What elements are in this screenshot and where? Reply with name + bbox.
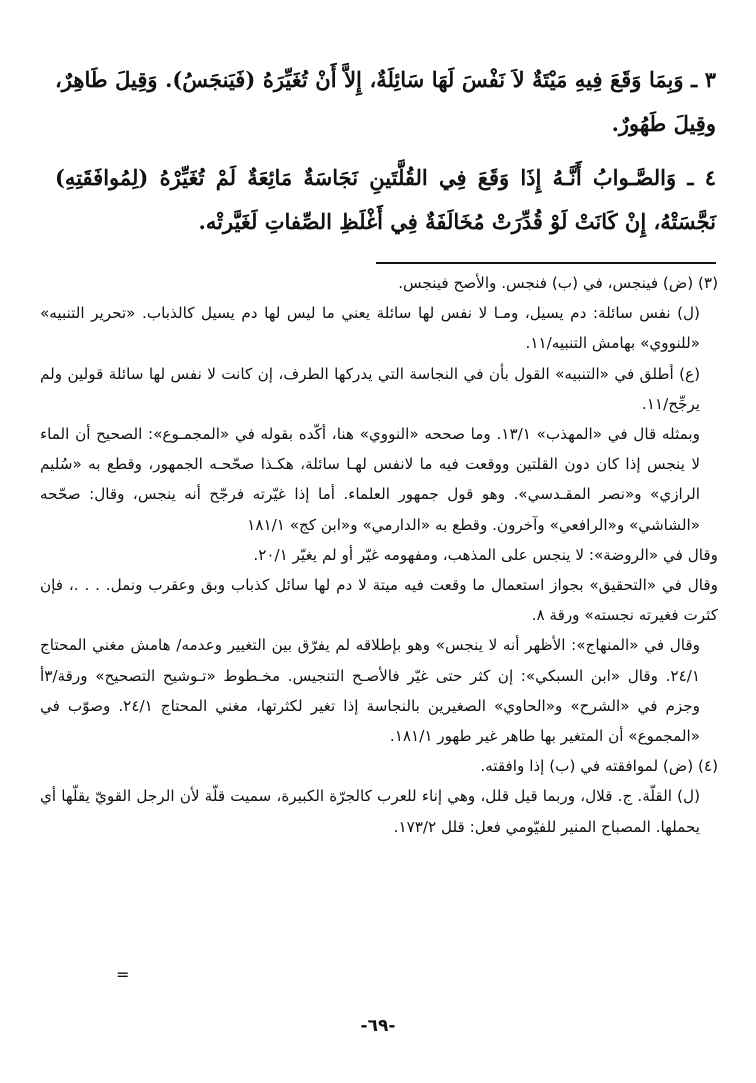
footnote-3-tahqiq: وقال في «التحقيق» بجواز استعمال ما وقعت فيه ميتة لا دم لها سائل كذباب وبق وعقرب ونمل. . . .، فإن كثرت فغيرته نجسته» ورقة ٨. [40,576,718,625]
main-paragraph-3: ٣ ـ وَبِمَا وَقَعَ فِيهِ مَيْتَةٌ لاَ نَفْسَ لَهَا سَائِلَةٌ، إِلاَّ أَنْ تُغَيِّرَهُ (فَيَنجَسُ). وَقِيلَ طَاهِرٌ، وقِيلَ طَهُورٌ. [55,67,716,136]
footnotes [40,268,718,842]
footnote-3-ruling-note: (ع) أطلق في «التنبيه» القول بأن في النجاسة التي يدركها الطرف، إن كانت لا نفس لها سائلة قولين ولم يرجِّح/١١. [40,364,700,413]
footnote-3-minhaj: وقال في «المنهاج»: الأظهر أنه لا ينجس» وهو بإطلاقه لم يفرّق بين التغيير وعدمه/ هامش مغني المحتاج ٢٤/١. وقال «ابن السبكي»: إن كثر حتى غيّر فالأصـح التنجيس. مخـطوط «تـوشيح التصحيح» ورقة/٣أ وجزم في «الشرح» و«الحاوي» الصغيرين بالنجاسة إذا تغير لكثرتها، مغني المحتاج ٢٤/١. وصوّب في «المجموع» أن المتغير بها طاهر غير طهور ١٨١/١. [40,636,700,746]
footnote-3-heading: (٣) (ض) فينجس، في (ب) فنجس. والأصح فينجس. [398,274,718,292]
footnote-3-muhadhdhab: وبمثله قال في «المهذب» ١٣/١. وما صححه «النووي» هنا، أكّده بقوله في «المجمـوع»: الصحيح أن الماء لا ينجس إذا كان دون القلتين ووقعت فيه ما لانفس لهـا سائلة، هكـذا صحّحـه الجمهور، وقطع به «سُليم الرازي» و«نصر المقـدسي». وهو قول جمهور العلماء. أما إذا غيّرته فرجّح أنه ينجس، وقال: صحّحه «الشاشي» و«الرافعي» وآخرون. وقطع به «الدارمي» و«ابن كج» ١٨١/١ [40,425,700,534]
footnote-4-heading: (٤) (ض) لموافقته في (ب) إذا وافقته. [480,757,718,776]
main-text [55,58,716,254]
main-paragraph-4: ٤ ـ وَالصَّـوابُ أَنَّـهُ إِذَا وَقَعَ فِي القُلَّتَينِ نَجَاسَةٌ مَائِعَةٌ لَمْ تُغَيِّرْهُ (لِمُوافَقَتِهِ) نَجَّسَتْهُ، إِنْ كَانَتْ لَوْ قُدِّرَتْ مُخَالَفَةٌ فِي أَغْلَظِ الصِّفاتِ لَغَيَّرتْه. [55,165,716,234]
page-number: -٦٩- [360,1016,396,1036]
footnote-3-lexical-note: (ل) نفس سائلة: دم يسيل، ومـا لا نفس لها سائلة يعني ما ليس لها دم يسيل كالذباب. «تحرير التنبيه» «للنووي» بهامش التنبيه/١١. [40,304,700,353]
footnote-4-lexical-note: (ل) القلّة. ج. قلال، وربما قيل قلل، وهي إناء للعرب كالجرّة الكبيرة، سميت قلّة لأن الرجل القويّ يقلّها أي يحملها. المصباح المنير للفيّومي فعل: قلل ١٧٣/٢. [40,787,700,836]
footnote-3-rawda: وقال في «الروضة»: لا ينجس على المذهب، ومفهومه غيّر أو لم يغيّر ٢٠/١. [253,545,718,564]
footnote-divider [376,262,716,264]
continuation-mark: = [116,965,130,984]
